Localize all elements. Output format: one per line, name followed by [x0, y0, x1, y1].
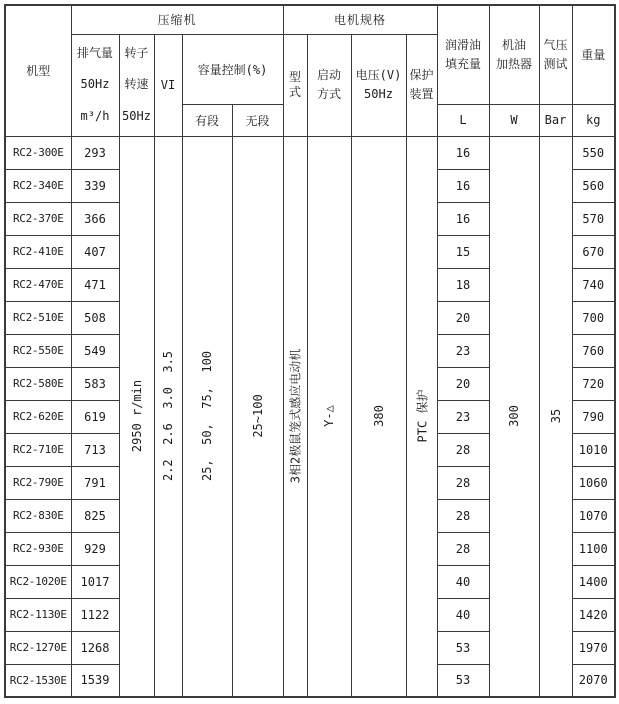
- pressure-value-cell: [539, 136, 572, 697]
- oil-cell: 40: [437, 598, 489, 631]
- heater-value: 300: [507, 405, 521, 428]
- flow-cell: 508: [71, 301, 119, 334]
- start-mode-value: Y-△: [322, 405, 336, 428]
- model-cell: RC2-340E: [5, 169, 71, 202]
- model-cell: RC2-1530E: [5, 664, 71, 697]
- header-rotor-speed: [119, 34, 154, 136]
- pressure-value: 35: [548, 409, 563, 424]
- vi-values: 2.2 2.6 3.0 3.5: [161, 351, 175, 482]
- oil-cell: 28: [437, 499, 489, 532]
- oil-cell: 20: [437, 301, 489, 334]
- model-cell: RC2-830E: [5, 499, 71, 532]
- rotor-speed-value: 2950 r/min: [129, 380, 144, 453]
- weight-cell: 1420: [572, 598, 615, 631]
- weight-cell: 560: [572, 169, 615, 202]
- oil-cell: 23: [437, 400, 489, 433]
- vi-values-cell: [154, 136, 182, 697]
- header-voltage: [351, 34, 406, 136]
- header-oil-charge-line1: 润滑油: [444, 38, 481, 53]
- header-motor-type-line2: 式: [288, 85, 301, 99]
- header-pressure-test-line1: 气压: [543, 38, 568, 53]
- flow-cell: 713: [71, 433, 119, 466]
- header-start-mode: [307, 34, 351, 136]
- header-group-compressor: 压缩机: [71, 5, 283, 34]
- header-oil-charge: [437, 5, 489, 104]
- oil-cell: 28: [437, 466, 489, 499]
- spec-table: [4, 4, 616, 698]
- voltage-value-cell: [351, 136, 406, 697]
- stepped-values: 25, 50, 75, 100: [200, 351, 214, 482]
- header-oil-heater-line2: 加热器: [495, 56, 532, 71]
- model-cell: RC2-1130E: [5, 598, 71, 631]
- header-rotor-freq: 50Hz: [122, 108, 151, 123]
- weight-cell: 1010: [572, 433, 615, 466]
- model-cell: RC2-410E: [5, 235, 71, 268]
- header-displacement: [71, 34, 119, 136]
- header-voltage-line2: 50Hz: [364, 87, 393, 101]
- heater-value-cell: [489, 136, 539, 697]
- header-group-motor: 电机规格: [283, 5, 437, 34]
- oil-cell: 40: [437, 565, 489, 598]
- model-cell: RC2-470E: [5, 268, 71, 301]
- oil-cell: 20: [437, 367, 489, 400]
- flow-cell: 407: [71, 235, 119, 268]
- header-start-mode-line1: 启动: [316, 68, 341, 83]
- header-pressure-unit: Bar: [539, 104, 572, 136]
- weight-cell: 720: [572, 367, 615, 400]
- weight-cell: 570: [572, 202, 615, 235]
- flow-cell: 366: [71, 202, 119, 235]
- header-weight-unit: kg: [572, 104, 615, 136]
- header-rotor-line1: 转子: [124, 46, 149, 61]
- header-displacement-unit: m³/h: [80, 108, 110, 123]
- flow-cell: 1017: [71, 565, 119, 598]
- header-oil-heater: [489, 5, 539, 104]
- header-stepless: 无段: [232, 104, 283, 136]
- weight-cell: 550: [572, 136, 615, 169]
- header-pressure-test-line2: 测试: [543, 56, 568, 71]
- header-oil-heater-line1: 机油: [501, 38, 526, 53]
- stepless-values: 25~100: [250, 394, 265, 438]
- flow-cell: 293: [71, 136, 119, 169]
- flow-cell: 471: [71, 268, 119, 301]
- header-protection-line2: 装置: [409, 87, 434, 101]
- oil-cell: 23: [437, 334, 489, 367]
- weight-cell: 1070: [572, 499, 615, 532]
- rotor-speed-value-cell: [119, 136, 154, 697]
- model-cell: RC2-300E: [5, 136, 71, 169]
- oil-cell: 16: [437, 136, 489, 169]
- model-cell: RC2-790E: [5, 466, 71, 499]
- model-cell: RC2-1270E: [5, 631, 71, 664]
- header-oil-charge-line2: 填充量: [444, 56, 481, 71]
- flow-cell: 583: [71, 367, 119, 400]
- motor-type-value: 3相2极鼠笼式感应电动机: [288, 349, 303, 484]
- header-capacity-control: 容量控制(%): [182, 34, 283, 104]
- protection-value-cell: [406, 136, 437, 697]
- model-cell: RC2-620E: [5, 400, 71, 433]
- header-displacement-name: 排气量: [76, 46, 113, 61]
- header-oil-unit: L: [437, 104, 489, 136]
- header-voltage-line1: 电压(V): [355, 68, 402, 83]
- flow-cell: 1122: [71, 598, 119, 631]
- header-heater-unit: W: [489, 104, 539, 136]
- weight-cell: 790: [572, 400, 615, 433]
- header-weight: 重量: [572, 5, 615, 104]
- header-start-mode-line2: 方式: [316, 87, 341, 101]
- oil-cell: 53: [437, 664, 489, 697]
- header-pressure-test: [539, 5, 572, 104]
- header-displacement-freq: 50Hz: [80, 77, 110, 92]
- header-stepped: 有段: [182, 104, 232, 136]
- header-rotor-line2: 转速: [124, 77, 149, 92]
- stepless-values-cell: [232, 136, 283, 697]
- table-row: [5, 136, 615, 169]
- flow-cell: 791: [71, 466, 119, 499]
- flow-cell: 339: [71, 169, 119, 202]
- weight-cell: 700: [572, 301, 615, 334]
- model-cell: RC2-510E: [5, 301, 71, 334]
- flow-cell: 619: [71, 400, 119, 433]
- weight-cell: 2070: [572, 664, 615, 697]
- oil-cell: 16: [437, 169, 489, 202]
- oil-cell: 16: [437, 202, 489, 235]
- weight-cell: 670: [572, 235, 615, 268]
- flow-cell: 929: [71, 532, 119, 565]
- header-protection: [406, 34, 437, 136]
- model-cell: RC2-550E: [5, 334, 71, 367]
- model-cell: RC2-710E: [5, 433, 71, 466]
- header-motor-type-line1: 型: [288, 70, 301, 84]
- weight-cell: 740: [572, 268, 615, 301]
- weight-cell: 760: [572, 334, 615, 367]
- flow-cell: 825: [71, 499, 119, 532]
- flow-cell: 1539: [71, 664, 119, 697]
- model-cell: RC2-580E: [5, 367, 71, 400]
- voltage-value: 380: [371, 405, 386, 428]
- oil-cell: 15: [437, 235, 489, 268]
- stepped-values-cell: [182, 136, 232, 697]
- protection-value: PTC 保护: [415, 389, 429, 443]
- model-cell: RC2-1020E: [5, 565, 71, 598]
- motor-type-value-cell: [283, 136, 307, 697]
- model-cell: RC2-370E: [5, 202, 71, 235]
- oil-cell: 28: [437, 433, 489, 466]
- header-model: 机型: [5, 5, 71, 136]
- header-protection-line1: 保护: [409, 68, 434, 83]
- header-motor-type: [283, 34, 307, 136]
- weight-cell: 1100: [572, 532, 615, 565]
- weight-cell: 1060: [572, 466, 615, 499]
- weight-cell: 1970: [572, 631, 615, 664]
- model-cell: RC2-930E: [5, 532, 71, 565]
- header-vi: VI: [154, 34, 182, 136]
- flow-cell: 549: [71, 334, 119, 367]
- oil-cell: 53: [437, 631, 489, 664]
- oil-cell: 18: [437, 268, 489, 301]
- flow-cell: 1268: [71, 631, 119, 664]
- oil-cell: 28: [437, 532, 489, 565]
- weight-cell: 1400: [572, 565, 615, 598]
- start-mode-value-cell: [307, 136, 351, 697]
